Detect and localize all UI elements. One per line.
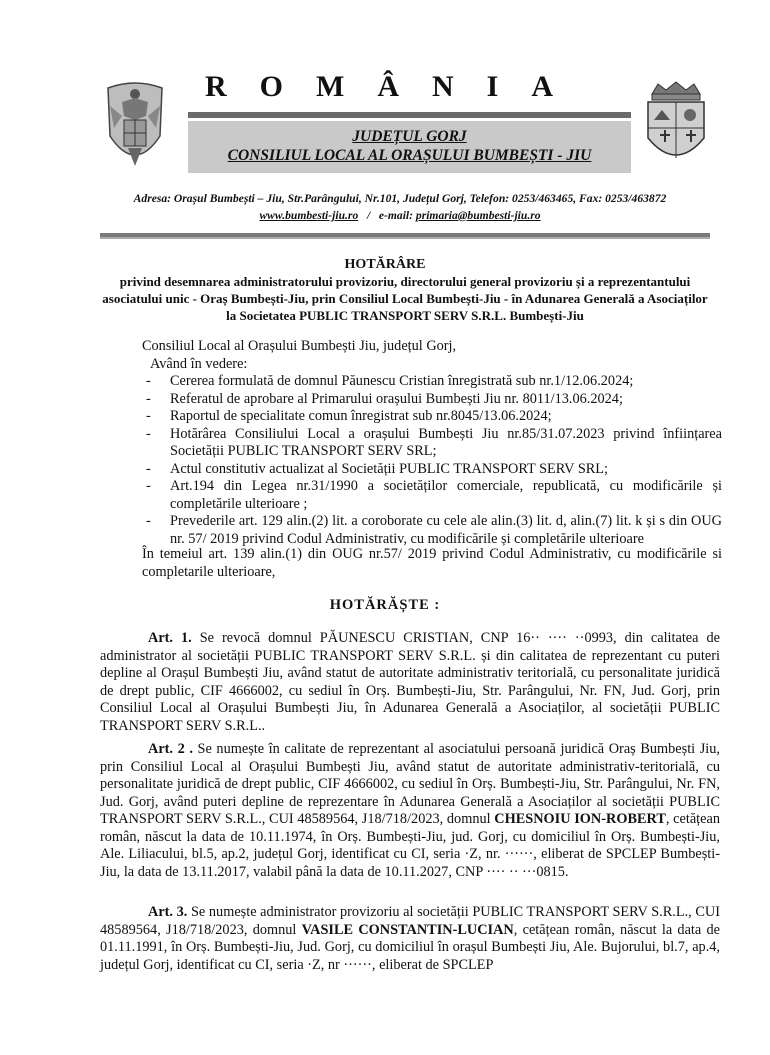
article-label: Art. 2 .: [148, 741, 193, 757]
article-label: Art. 3.: [148, 904, 188, 920]
email-label: e-mail:: [378, 209, 416, 222]
article-2: [100, 741, 720, 881]
romania-coat-of-arms-icon: [100, 76, 170, 176]
header-rule-thin: [100, 237, 710, 239]
list-item: - Actul constitutiv actualizat al Societății PUBLIC TRANSPORT SERV SRL;: [142, 461, 722, 479]
country-title: ROMÂNIA: [205, 70, 586, 103]
document-subject: privind desemnarea administratorului provizoriu, directorului general provizoriu și a reprezentantului asociatului unic - Oraș Bumbești-Jiu, prin Consiliul Local Bumbești-Jiu - în Adunarea Generală a Asociaților la Societatea PUBLIC TRANSPORT SERV S.R.L. Bumbești-Jiu: [102, 274, 708, 323]
list-item: - Art.194 din Legea nr.31/1990 a societăților comerciale, republicată, cu modificările și completările ulterioare ;: [142, 478, 722, 513]
list-item: - Prevederile art. 129 alin.(2) lit. a coroborate cu cele ale alin.(3) lit. d, alin.(7) lit. k și s din OUG nr. 57/ 2019 privind Codul Administrativ, cu modificările și completările ulterioare: [142, 513, 722, 548]
article-text: , cetățean român, născut la data de 01.11.1991, în Orș. Bumbești-Jiu, Jud. Gorj, cu domiciliul în orașul Bumbești Jiu, Ale. Bujorului, bl.7, ap.4, județul Gorj, identificat cu CI, seria ·Z, nr ······, eliberat de SPCLEP: [100, 921, 720, 973]
article-text: Se revocă domnul PĂUNESCU CRISTIAN, CNP 16·· ···· ··0993, din calitatea de administrator al societății PUBLIC TRANSPORT SERV S.R.L. și din calitatea de reprezentant cu puteri depline al Orașul Bumbești Jiu, având statut de autoritate administrativ teritorială, cu personalitate juridică de drept public, CIF 4666002, cu sediul în Orș. Bumbești-Jiu, Str. Parângului, Nr. FN, Jud. Gorj, prin Consiliul Local al Orașului Bumbești Jiu, în Adunarea Generală a Asociaților, al societății PUBLIC TRANSPORT SERV S.R.L..: [100, 630, 720, 734]
website-link[interactable]: www.bumbesti-jiu.ro: [259, 209, 359, 222]
considering-heading: Având în vedere:: [150, 355, 248, 372]
town-coat-of-arms-icon: [640, 80, 712, 172]
article-label: Art. 1.: [148, 630, 192, 646]
issuer: Consiliul Local al Orașului Bumbești Jiu, județul Gorj,: [142, 338, 457, 354]
appointee-name: VASILE CONSTANTIN-LUCIAN: [301, 921, 514, 938]
article-1: [100, 630, 720, 735]
web-line: www.bumbesti-jiu.ro / e-mail: primaria@bumbesti-jiu.ro: [259, 209, 541, 222]
list-item: - Referatul de aprobare al Primarului orașului Bumbești Jiu nr. 8011/13.06.2024;: [142, 391, 722, 409]
list-item: - Cererea formulată de domnul Păunescu Cristian înregistrată sub nr.1/12.06.2024;: [142, 373, 722, 391]
council-banner: [188, 121, 631, 173]
article-text: Se numește administrator provizoriu al societății PUBLIC TRANSPORT SERV S.R.L., CUI 48589564, J18/718/2023, domnul: [100, 904, 720, 938]
article-3: [100, 904, 720, 974]
appointee-name: CHESNOIU ION-ROBERT: [494, 811, 666, 827]
county-name: JUDEȚUL GORJ: [352, 128, 467, 145]
contact-block: [90, 190, 710, 224]
document-type: HOTĂRÂRE: [344, 257, 426, 272]
preamble: [142, 338, 722, 373]
email-link[interactable]: primaria@bumbesti-jiu.ro: [415, 209, 541, 222]
council-name: CONSILIUL LOCAL AL ORAȘULUI BUMBEȘTI - JIU: [227, 147, 592, 164]
list-item: - Raportul de specialitate comun înregistrat sub nr.8045/13.06.2024;: [142, 408, 722, 426]
considerations-list: [142, 373, 722, 548]
decides-heading: HOTĂRĂȘTE :: [329, 597, 441, 613]
article-text: , cetățean român, născut la data de 10.11.1974, în Orș. Bumbești-Jiu, jud. Gorj, cu domiciliul în Orș. Bumbești-Jiu, Ale. Liliacului, bl.5, ap.2, județul Gorj, identificat cu CI, seria ·Z, nr. ······, eliberat de SPCLEP Bumbești-Jiu, la data de 13.11.2017, valabil până la data de 10.11.2027, CNP ···· ·· ···0815.: [100, 811, 720, 880]
address-line: Adresa: Orașul Bumbești – Jiu, Str.Parângului, Nr.101, Județul Gorj, Telefon: 0253/463465, Fax: 0253/463872: [133, 192, 667, 205]
legal-basis: În temeiul art. 139 alin.(1) din OUG nr.57/ 2019 privind Codul Administrativ, cu modificările si completarile ulterioare,: [142, 546, 722, 580]
article-text: Se numește în calitate de reprezentant al asociatului persoană juridică Oraș Bumbești Jiu, prin Consiliul Local al Orașului Bumbești Jiu, având statut de autoritate administrativ-teritorială, cu personalitate juridică de drept public, CIF 4666002, cu sediul în Orș. Bumbești-Jiu, Str. Parângului, Nr. FN, Jud. Gorj, având puteri depline de reprezentare în Adunarea Generală a Asociaților al societății PUBLIC TRANSPORT SERV S.R.L., CUI 48589564, J18/718/2023, domnul: [100, 741, 720, 827]
header-bar: [188, 112, 631, 118]
list-item: - Hotărârea Consiliului Local a orașului Bumbești Jiu nr.85/31.07.2023 privind înființarea Societății PUBLIC TRANSPORT SERV SRL;: [142, 426, 722, 461]
